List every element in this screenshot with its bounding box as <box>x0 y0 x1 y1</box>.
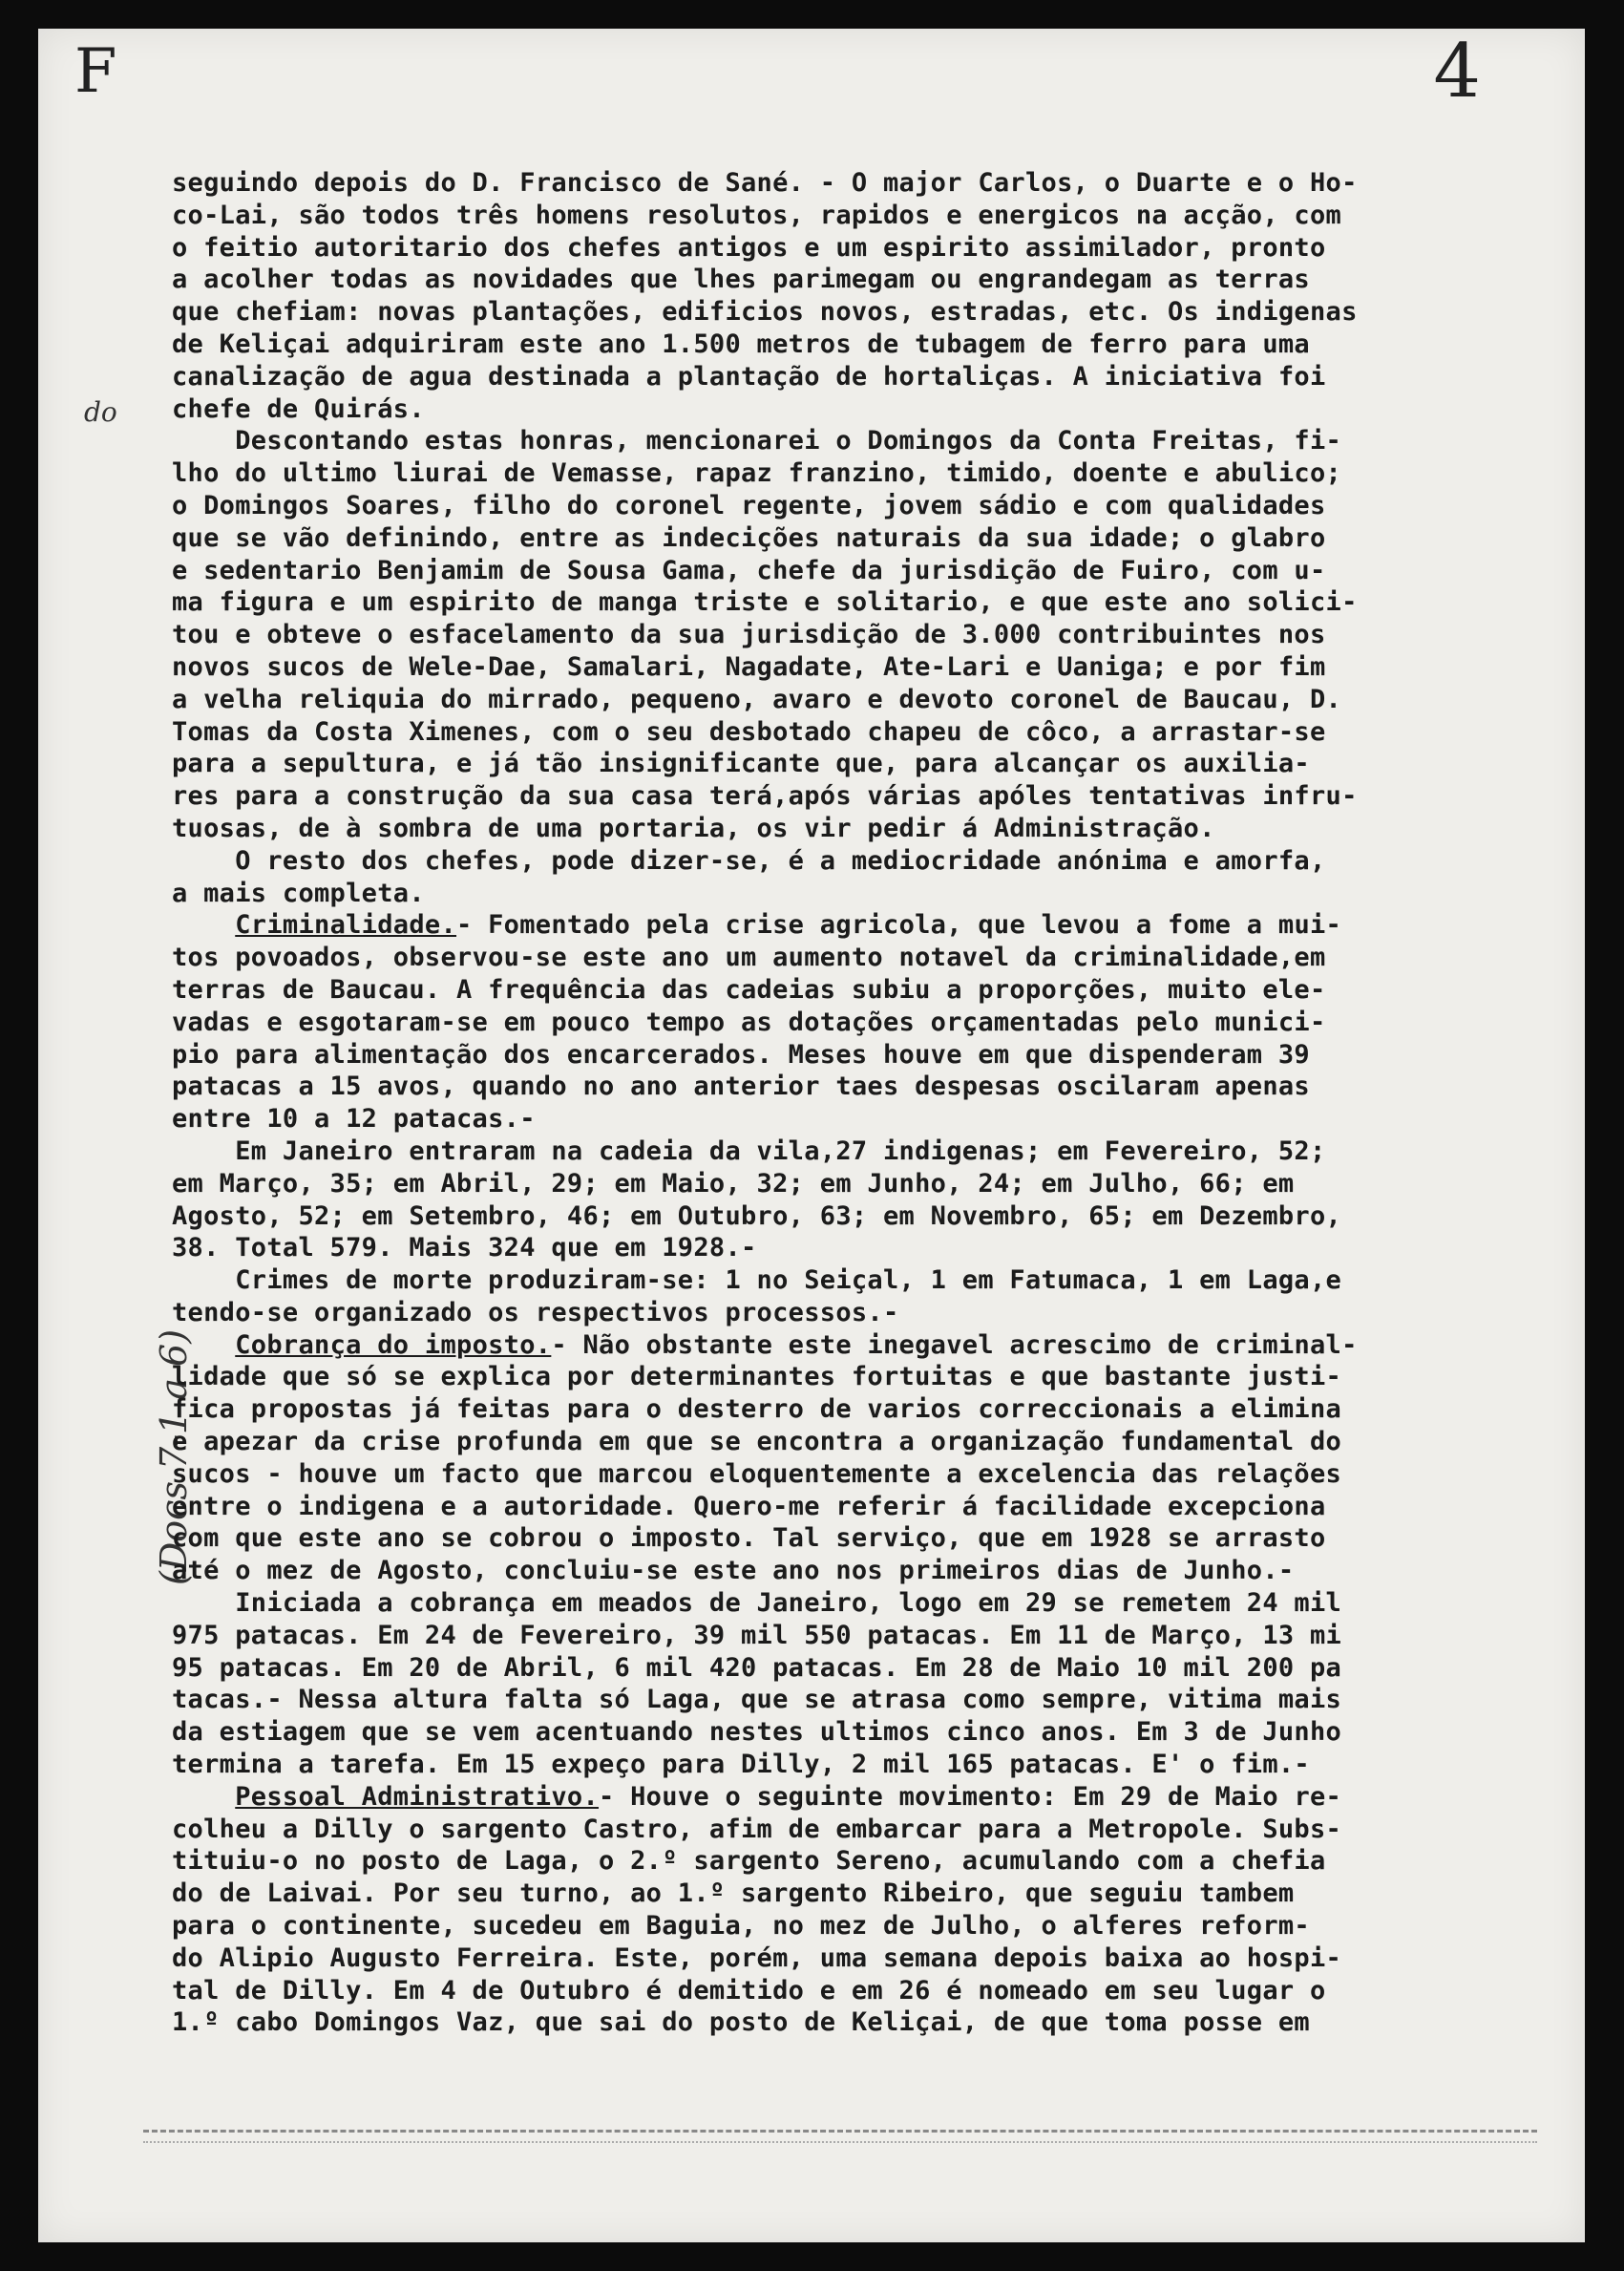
text-line: entre 10 a 12 patacas.- <box>172 1104 536 1135</box>
section-heading: Criminalidade. <box>235 910 457 941</box>
text-line: e sedentario Benjamim de Sousa Gama, chefe da jurisdição de Fuiro, com u- <box>172 555 1326 585</box>
text-line: seguindo depois do D. Francisco de Sané. - O major Carlos, o Duarte e o Ho- <box>172 168 1358 198</box>
text-line: novos sucos de Wele-Dae, Samalari, Nagadate, Ate-Lari e Uaniga; e por fim <box>172 651 1326 682</box>
text-line: Criminalidade.- Fomentado pela crise agricola, que levou a fome a mui- <box>235 910 1342 941</box>
text-line: ma figura e um espirito de manga triste e solitario, e que este ano solici- <box>172 587 1358 618</box>
text-line: chefe de Quirás. <box>172 393 425 424</box>
text-line: co-Lai, são todos três homens resolutos, rapidos e energicos na acção, com <box>172 200 1342 230</box>
text-line: Agosto, 52; em Setembro, 46; em Outubro, 63; em Novembro, 65; em Dezembro, <box>172 1200 1342 1231</box>
text-line: entre o indigena e a autoridade. Quero-me referir á facilidade excepciona <box>172 1491 1326 1521</box>
section-heading: Pessoal Administrativo. <box>235 1781 600 1812</box>
text-line: sucos - houve um facto que marcou eloquentemente a excelencia das relações <box>172 1458 1342 1489</box>
document-body <box>172 167 1594 2039</box>
text-line: res para a construção da sua casa terá,após várias apóles tentativas infru- <box>172 781 1358 812</box>
text-line: patacas a 15 avos, quando no ano anterior taes despesas oscilaram apenas <box>172 1072 1310 1102</box>
margin-word: do <box>84 396 117 428</box>
text-line: do de Laivai. Por seu turno, ao 1.º sargento Ribeiro, que seguiu tambem <box>172 1878 1295 1909</box>
section-heading: Cobrança do imposto. <box>235 1329 552 1360</box>
text-line: pio para alimentação dos encarcerados. Meses houve em que dispenderam 39 <box>172 1039 1310 1070</box>
text-line: 38. Total 579. Mais 324 que em 1928.- <box>172 1233 757 1263</box>
text-line: em Março, 35; em Abril, 29; em Maio, 32; em Junho, 24; em Julho, 66; em <box>172 1168 1295 1199</box>
text-line: colheu a Dilly o sargento Castro, afim de embarcar para a Metropole. Subs- <box>172 1814 1342 1844</box>
text-line: e apezar da crise profunda em que se encontra a organização fundamental do <box>172 1427 1342 1457</box>
text-line: tacas.- Nessa altura falta só Laga, que se atrasa como sempre, vitima mais <box>172 1685 1342 1715</box>
text-line: com que este ano se cobrou o imposto. Tal serviço, que em 1928 se arrasto <box>172 1523 1326 1554</box>
text-line: O resto dos chefes, pode dizer-se, é a mediocridade anónima e amorfa, <box>172 845 1326 876</box>
text-line: o feitio autoritario dos chefes antigos e um espirito assimilador, pronto <box>172 232 1326 263</box>
text-line: a velha reliquia do mirrado, pequeno, avaro e devoto coronel de Baucau, D. <box>172 684 1342 714</box>
text-line: Iniciada a cobrança em meados de Janeiro, logo em 29 se remetem 24 mil <box>172 1588 1342 1619</box>
text-line: Tomas da Costa Ximenes, com o seu desbotado chapeu de côco, a arrastar-se <box>172 716 1326 747</box>
text-line: tuosas, de à sombra de uma portaria, os vir pedir á Administração. <box>172 813 1215 843</box>
text-line: 975 patacas. Em 24 de Fevereiro, 39 mil 550 patacas. Em 11 de Março, 13 mi <box>172 1620 1342 1650</box>
text-line: termina a tarefa. Em 15 expeço para Dilly, 2 mil 165 patacas. E' o fim.- <box>172 1750 1310 1780</box>
text-line: o Domingos Soares, filho do coronel regente, jovem sádio e com qualidades <box>172 490 1326 520</box>
text-line: 95 patacas. Em 20 de Abril, 6 mil 420 patacas. Em 28 de Maio 10 mil 200 pa <box>172 1652 1342 1683</box>
text-line: que se vão definindo, entre as indecições naturais da sua idade; o glabro <box>172 522 1326 553</box>
text-line: 1.º cabo Domingos Vaz, que sai do posto de Keliçai, de que toma posse em <box>172 2007 1310 2038</box>
page-number: 4 <box>1433 29 1481 115</box>
text-line: canalização de agua destinada a plantação de hortaliças. A iniciativa foi <box>172 361 1326 392</box>
corner-mark-left: F <box>74 36 117 107</box>
text-line: tou e obteve o esfacelamento da sua jurisdição de 3.000 contribuintes nos <box>172 620 1326 650</box>
text-line: lidade que só se explica por determinantes fortuitas e que bastante justi- <box>172 1362 1342 1392</box>
footer-divider-secondary <box>143 2141 1537 2143</box>
text-line: do Alipio Augusto Ferreira. Este, porém, uma semana depois baixa ao hospi- <box>172 1942 1342 1973</box>
text-line: até o mez de Agosto, concluiu-se este ano nos primeiros dias de Junho.- <box>172 1556 1295 1586</box>
text-line: para a sepultura, e já tão insignificante que, para alcançar os auxilia- <box>172 749 1310 779</box>
text-line: tos povoados, observou-se este ano um aumento notavel da criminalidade,em <box>172 943 1326 973</box>
text-line: lho do ultimo liurai de Vemasse, rapaz franzino, timido, doente e abulico; <box>172 458 1342 489</box>
text-line: tal de Dilly. Em 4 de Outubro é demitido e em 26 é nomeado em seu lugar o <box>172 1975 1326 2006</box>
text-line: Cobrança do imposto.- Não obstante este inegavel acrescimo de criminal- <box>235 1329 1358 1360</box>
footer-divider <box>143 2130 1537 2133</box>
margin-annotation: (Docs 7-1 a 6) <box>153 1328 195 1585</box>
text-line: Em Janeiro entraram na cadeia da vila,27 indigenas; em Fevereiro, 52; <box>172 1136 1326 1166</box>
text-line: Descontando estas honras, mencionarei o Domingos da Conta Freitas, fi- <box>172 426 1342 456</box>
text-line: da estiagem que se vem acentuando nestes ultimos cinco anos. Em 3 de Junho <box>172 1717 1342 1748</box>
text-line: Pessoal Administrativo.- Houve o seguinte movimento: Em 29 de Maio re- <box>235 1781 1342 1812</box>
text-line: terras de Baucau. A frequência das cadeias subiu a proporções, muito ele- <box>172 974 1326 1005</box>
text-line: a mais completa. <box>172 878 425 908</box>
text-line: a acolher todas as novidades que lhes parimegam ou engrandegam as terras <box>172 265 1310 295</box>
text-line: de Keliçai adquiriram este ano 1.500 metros de tubagem de ferro para uma <box>172 329 1310 359</box>
text-line: vadas e esgotaram-se em pouco tempo as dotações orçamentadas pelo munici- <box>172 1007 1326 1037</box>
text-line: que chefiam: novas plantações, edificios novos, estradas, etc. Os indigenas <box>172 297 1358 328</box>
text-line: tendo-se organizado os respectivos processos.- <box>172 1297 899 1327</box>
text-line: fica propostas já feitas para o desterro de varios correccionais a elimina <box>172 1394 1342 1425</box>
text-line: Crimes de morte produziram-se: 1 no Seiçal, 1 em Fatumaca, 1 em Laga,e <box>172 1265 1342 1296</box>
text-line: para o continente, sucedeu em Baguia, no mez de Julho, o alferes reform- <box>172 1911 1310 1942</box>
text-line: tituiu-o no posto de Laga, o 2.º sargento Sereno, acumulando com a chefia <box>172 1846 1326 1877</box>
